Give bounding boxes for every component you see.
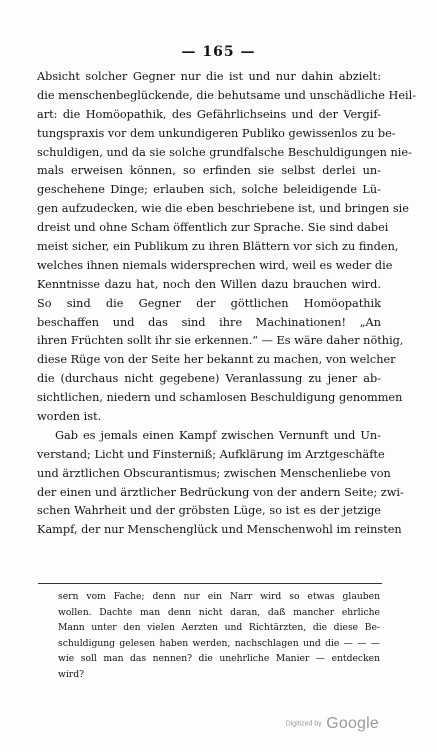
watermark-prefix: Digitized by xyxy=(285,720,322,728)
body-line: Absicht solcher Gegner nur die ist und nur dahin abzielt: xyxy=(37,70,381,83)
body-line: der einen und ärztlicher Bedrückung von der andern Seite; zwi- xyxy=(37,485,404,499)
google-logo: Google xyxy=(326,714,379,732)
body-line: und ärztlichen Obscurantismus; zwischen Menschenliebe von xyxy=(37,466,391,480)
body-line: diese Rüge von der Seite her bekannt zu machen, von welcher xyxy=(37,353,396,367)
footnote-line: Mann unter den vielen Aerzten und Richtärzten, die diese Be- xyxy=(58,622,380,633)
body-line: gen aufzudecken, wie die eben beschriebene ist, und bringen sie xyxy=(37,202,409,216)
body-line: geschehene Dinge; erlauben sich, solche beleidigende Lü- xyxy=(37,183,381,197)
body-text xyxy=(37,68,417,540)
body-line: die (durchaus nicht gegebene) Veranlassung zu jener ab- xyxy=(37,372,381,386)
page-number-header: — 165 — xyxy=(181,44,256,60)
footnote-line: wollen. Dachte man denn nicht daran, daß mancher ehrliche xyxy=(58,606,380,618)
body-line: ihren Früchten sollt ihr sie erkennen.“ — Es wäre daher nöthig, xyxy=(37,334,404,348)
body-line: schen Wahrheit und der gröbsten Lüge, so ist es der jetzige xyxy=(37,504,381,518)
body-line: sichtlichen, niedern und schamlosen Beschuldigung genommen xyxy=(37,391,403,405)
body-line: meist sicher, ein Publikum zu ihren Blättern vor sich zu finden, xyxy=(37,240,399,254)
digitized-watermark xyxy=(286,715,379,733)
body-line: beschaffen und das sind ihre Machinationen! „An xyxy=(37,315,381,329)
body-line: Gab es jemals einen Kampf zwischen Vernunft und Un- xyxy=(55,428,381,442)
footnote-line: wird? xyxy=(58,668,85,680)
body-line: art: die Homöopathik, des Gefährlichseins und der Vergif- xyxy=(37,107,381,121)
body-line: dreist und ohne Scham öffentlich zur Sprache. Sie sind dabei xyxy=(37,221,389,235)
body-line: worden ist. xyxy=(37,410,102,424)
footnote xyxy=(58,589,380,682)
body-line: verstand; Licht und Finsterniß; Aufklärung im Arztgeschäfte xyxy=(37,447,385,461)
body-line: mals erweisen können, so erfinden sie selbst derlei un- xyxy=(37,164,381,178)
body-line: welches ihnen niemals widersprechen wird, weil es weder die xyxy=(37,258,393,272)
body-line: Kampf, der nur Menschenglück und Menschenwohl im reinsten xyxy=(37,523,402,537)
body-line: So sind die Gegner der göttlichen Homöopathik xyxy=(37,296,381,310)
body-line: tungspraxis vor dem unkundigeren Publiko gewissenlos zu be- xyxy=(37,126,396,140)
body-line: die menschenbeglückende, die behutsame und unschädliche Heil- xyxy=(37,88,417,102)
body-line: Kenntnisse dazu hat, noch den Willen dazu brauchen wird. xyxy=(37,277,381,291)
footnote-line: schuldigung gelesen haben werden, nachschlagen und die — — — xyxy=(58,637,380,649)
footnote-line: sern vom Fache; denn nur ein Narr wird so etwas glauben xyxy=(58,591,380,602)
footnote-divider xyxy=(38,583,382,584)
body-line: schuldigen, und da sie solche grundfalsche Beschuldigungen nie- xyxy=(37,145,412,159)
footnote-line: wie soll man das nennen? die unehrliche Manier — entdecken xyxy=(58,653,380,664)
